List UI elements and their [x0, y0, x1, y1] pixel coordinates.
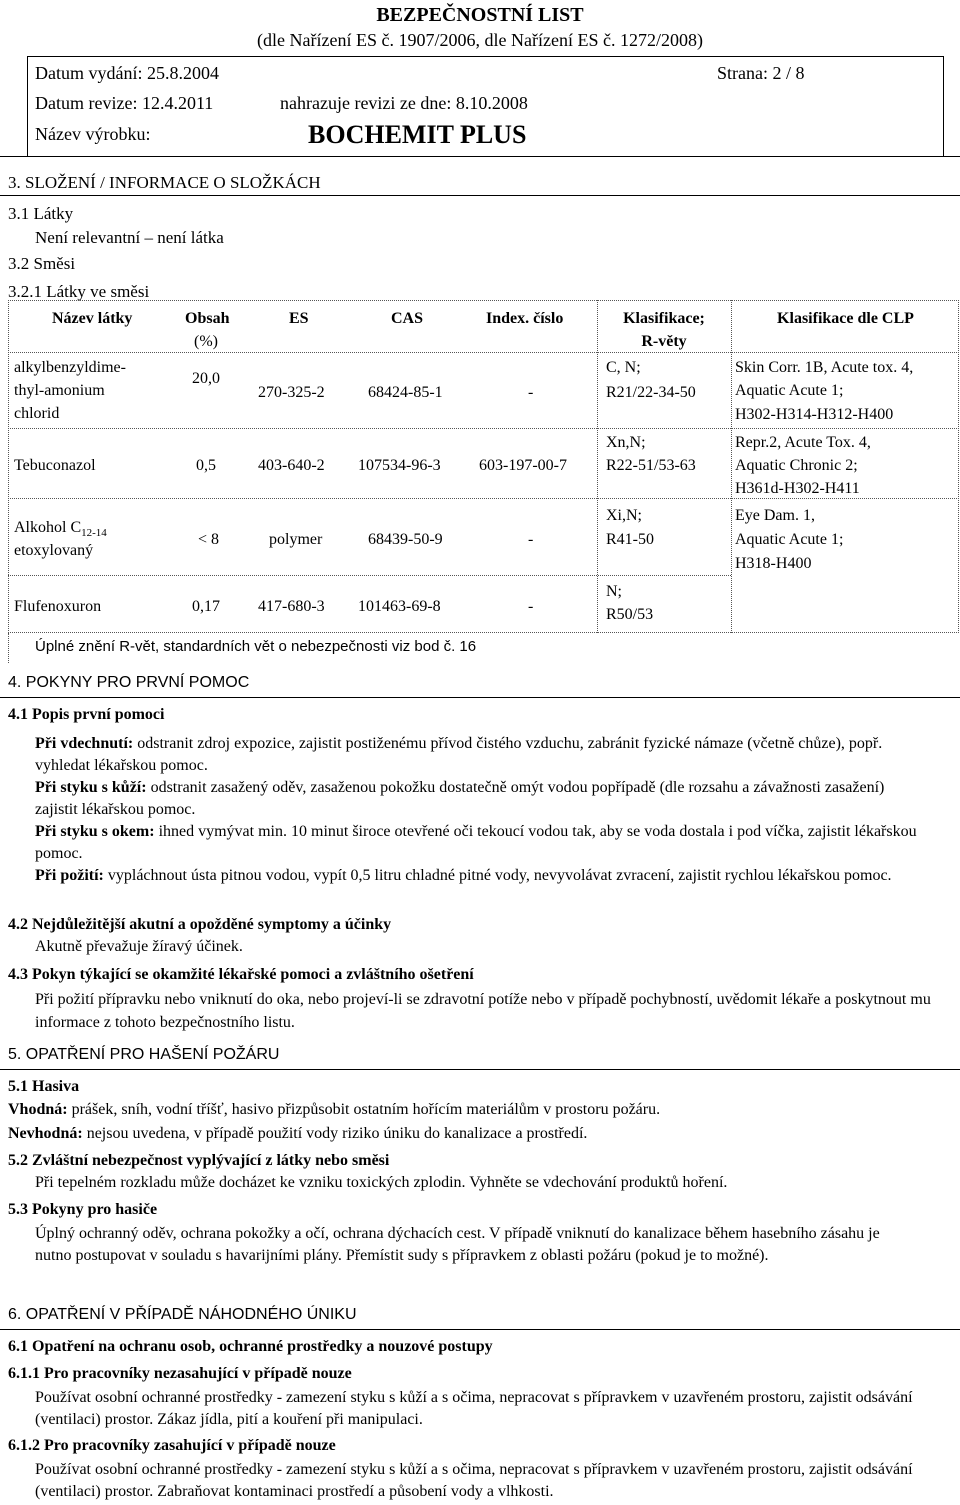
row3-clp3: H318-H400	[735, 555, 812, 572]
section41-title: 4.1 Popis první pomoci	[8, 706, 165, 723]
row2-content: 0,5	[196, 457, 216, 474]
inhalation-label: Při vdechnutí:	[35, 735, 134, 752]
row3-cas: 68439-50-9	[368, 531, 443, 548]
section61-title: 6.1 Opatření na ochranu osob, ochranné prostředky a nouzové postupy	[8, 1338, 493, 1355]
section52-text: Při tepelném rozkladu může docházet ke vzniku toxických zplodin. Vyhněte se vdechování produktů hoření.	[35, 1174, 728, 1191]
section31-title: 3.1 Látky	[8, 204, 74, 223]
section611-title: 6.1.1 Pro pracovníky nezasahující v případě nouze	[8, 1365, 352, 1382]
suitable-text: prášek, sníh, vodní tříšť, hasivo přizpůsobit ostatním hořícím materiálům v prostoru požáru.	[67, 1101, 661, 1118]
row1-class1: C, N;	[606, 359, 641, 376]
header-top-line	[27, 56, 944, 57]
table-row-separator-3	[8, 575, 731, 576]
row2-cas: 107534-96-3	[358, 457, 441, 474]
row1-index: -	[528, 384, 534, 401]
row3-content: < 8	[198, 531, 220, 548]
section31-text: Není relevantní – není látka	[35, 228, 224, 247]
section52-title: 5.2 Zvláštní nebezpečnost vyplývající z látky nebo směsi	[8, 1152, 390, 1169]
row2-class2: R22-51/53-63	[606, 457, 696, 474]
section53-title: 5.3 Pokyny pro hasiče	[8, 1201, 158, 1218]
first-aid-ingestion	[35, 865, 935, 887]
section53-text: Úplný ochranný oděv, ochrana pokožky a očí, ochrana dýchacích cest. V případě vniknutí do kanalizace během hasebního zásahu je nutno postupovat v souladu s havarijními plány. Přemístit sudy s přípravkem z oblasti požáru (pokud je to možné).	[35, 1225, 880, 1264]
header-bottom-line	[0, 156, 960, 157]
first-aid-inhalation	[35, 733, 935, 777]
header-right-line	[943, 56, 944, 156]
section612-text: Používat osobní ochranné prostředky - zamezení styku s kůží a s očima, nepracovat s přípravkem v uzavřeném prostoru, zajistit odsávání (ventilaci) prostor. Zabraňovat kontaminaci prostředí a působení vody a vlhkosti.	[35, 1461, 913, 1500]
row4-name: Flufenoxuron	[14, 598, 102, 615]
document-title: BEZPEČNOSTNÍ LIST	[376, 4, 584, 26]
header-left-line	[27, 56, 28, 156]
section6-title: 6. OPATŘENÍ V PŘÍPADĚ NÁHODNÉHO ÚNIKU	[8, 1306, 357, 1323]
table-divider-left	[8, 633, 9, 663]
row1-content: 20,0	[192, 370, 220, 387]
page-label: Strana:	[717, 63, 768, 83]
row2-clp3: H361d-H302-H411	[735, 480, 860, 497]
row3-clp1: Eye Dam. 1,	[735, 507, 815, 524]
section42-text: Akutně převažuje žíravý účinek.	[35, 938, 243, 955]
unsuitable-extinguishers	[8, 1125, 587, 1143]
row4-es: 417-680-3	[258, 598, 325, 615]
row1-cas: 68424-85-1	[368, 384, 443, 401]
section5-title: 5. OPATŘENÍ PRO HAŠENÍ POŽÁRU	[8, 1046, 280, 1063]
col-header-index: Index. číslo	[486, 310, 564, 327]
row1-clp3: H302-H314-H312-H400	[735, 406, 894, 423]
row4-class2: R50/53	[606, 606, 654, 623]
replaces-revision: nahrazuje revizi ze dne: 8.10.2008	[280, 93, 528, 113]
row1-es: 270-325-2	[258, 384, 325, 401]
unsuitable-label: Nevhodná:	[8, 1125, 83, 1142]
table-footnote: Úplné znění R-vět, standardních vět o nebezpečnosti viz bod č. 16	[35, 638, 477, 655]
section612-title: 6.1.2 Pro pracovníky zasahující v případě nouze	[8, 1437, 336, 1454]
eye-label: Při styku s okem:	[35, 823, 155, 840]
row1-name-line3: chlorid	[14, 405, 60, 422]
col-header-cas: CAS	[391, 310, 424, 327]
row4-content: 0,17	[192, 598, 220, 615]
section3-underline	[0, 195, 960, 196]
row2-clp2: Aquatic Chronic 2;	[735, 457, 858, 474]
page-number	[717, 63, 805, 84]
row1-class2: R21/22-34-50	[606, 384, 696, 401]
suitable-label: Vhodná:	[8, 1101, 68, 1118]
document-subtitle: (dle Nařízení ES č. 1907/2006, dle Nařízení ES č. 1272/2008)	[257, 30, 703, 50]
product-name: BOCHEMIT PLUS	[308, 120, 527, 149]
section321-title: 3.2.1 Látky ve směsi	[8, 282, 150, 301]
section3-title: 3. SLOŽENÍ / INFORMACE O SLOŽKÁCH	[8, 173, 321, 192]
row1-name-line1: alkylbenzyldime-	[14, 359, 126, 376]
section32-title: 3.2 Směsi	[8, 254, 76, 273]
col-header-rvety: R-věty	[641, 333, 687, 350]
first-aid-eye	[35, 821, 925, 865]
section51-title: 5.1 Hasiva	[8, 1078, 80, 1095]
row1-name-line2: thyl-amonium	[14, 382, 105, 399]
row3-index: -	[528, 531, 534, 548]
row3-name-subscript: 12-14	[81, 527, 107, 540]
section43-text: Při požití přípravku nebo vniknutí do oka, nebo projeví-li se zdravotní potíže nebo v případě pochybností, uvědomit lékaře a poskytnout mu informace z tohoto bezpečnostního listu.	[35, 991, 931, 1031]
row2-name: Tebuconazol	[14, 457, 96, 474]
ingestion-label: Při požití:	[35, 867, 104, 884]
revision-date: Datum revize: 12.4.2011	[35, 93, 214, 113]
section611-text: Používat osobní ochranné prostředky - zamezení styku s kůží a s očima, nepracovat s přípravkem v uzavřeném prostoru, zajistit odsávání (ventilaci) prostor. Zákaz jídla, pití a kouření při manipulaci.	[35, 1389, 913, 1428]
row3-name-line1	[14, 518, 107, 540]
row3-es: polymer	[269, 531, 323, 548]
row3-class2: R41-50	[606, 531, 654, 548]
section4-underline	[0, 697, 960, 698]
row4-cas: 101463-69-8	[358, 598, 441, 615]
section43-title: 4.3 Pokyn týkající se okamžité lékařské pomoci a zvláštního ošetření	[8, 966, 474, 983]
row4-class1: N;	[606, 583, 622, 600]
table-divider-clp	[731, 300, 732, 633]
col-header-name: Název látky	[52, 310, 133, 327]
row3-name-line2: etoxylovaný	[14, 542, 94, 559]
ingestion-text: vypláchnout ústa pitnou vodou, vypít 0,5 litru chladné pitné vody, nevyvolávat zvracení, zajistit rychlou lékařskou pomoc.	[103, 867, 892, 884]
eye-text: ihned vymývat min. 10 minut široce otevřené oči tekoucí vodou tak, aby se voda dostala i pod víčka, zajistit lékařskou pomoc.	[35, 823, 917, 862]
first-aid-skin	[35, 777, 925, 821]
section42-title: 4.2 Nejdůležitější akutní a opožděné symptomy a účinky	[8, 916, 392, 933]
col-header-content: Obsah	[185, 310, 230, 327]
section4-title: 4. POKYNY PRO PRVNÍ POMOC	[8, 674, 250, 691]
row2-clp1: Repr.2, Acute Tox. 4,	[735, 434, 871, 451]
inhalation-text: odstranit zdroj expozice, zajistit postiženému přívod čistého vzduchu, zabránit fyzické námaze (včetně chůze), popř. vyhledat lékařskou pomoc.	[35, 735, 883, 774]
col-header-classification: Klasifikace;	[623, 310, 705, 327]
product-label: Název výrobku:	[35, 124, 151, 144]
row1-clp2: Aquatic Acute 1;	[735, 382, 844, 399]
unsuitable-text: nejsou uvedena, v případě použití vody riziko úniku do kanalizace a prostředí.	[82, 1125, 588, 1142]
col-header-es: ES	[289, 310, 309, 327]
table-row-separator-1	[8, 428, 959, 429]
suitable-extinguishers	[8, 1101, 660, 1119]
section6-underline	[0, 1329, 960, 1330]
row3-clp2: Aquatic Acute 1;	[735, 531, 844, 548]
issue-date: Datum vydání: 25.8.2004	[35, 63, 219, 83]
col-header-content-unit: (%)	[194, 333, 218, 350]
row2-class1: Xn,N;	[606, 434, 646, 451]
table-header-separator	[8, 352, 959, 353]
row2-es: 403-640-2	[258, 457, 325, 474]
skin-text: odstranit zasažený oděv, zasaženou pokožku dostatečně omýt vodou popřípadě (dle rozsahu a závažnosti zasažení) zajistit lékařskou pomoc.	[35, 779, 885, 818]
row1-clp1: Skin Corr. 1B, Acute tox. 4,	[735, 359, 914, 376]
section5-underline	[0, 1069, 960, 1070]
col-header-clp: Klasifikace dle CLP	[777, 310, 914, 327]
row3-name-text: Alkohol C	[14, 519, 82, 536]
skin-label: Při styku s kůží:	[35, 779, 147, 796]
row4-index: -	[528, 598, 534, 615]
row3-class1: Xi,N;	[606, 507, 642, 524]
page-value: 2 / 8	[772, 63, 805, 83]
row2-index: 603-197-00-7	[479, 457, 567, 474]
